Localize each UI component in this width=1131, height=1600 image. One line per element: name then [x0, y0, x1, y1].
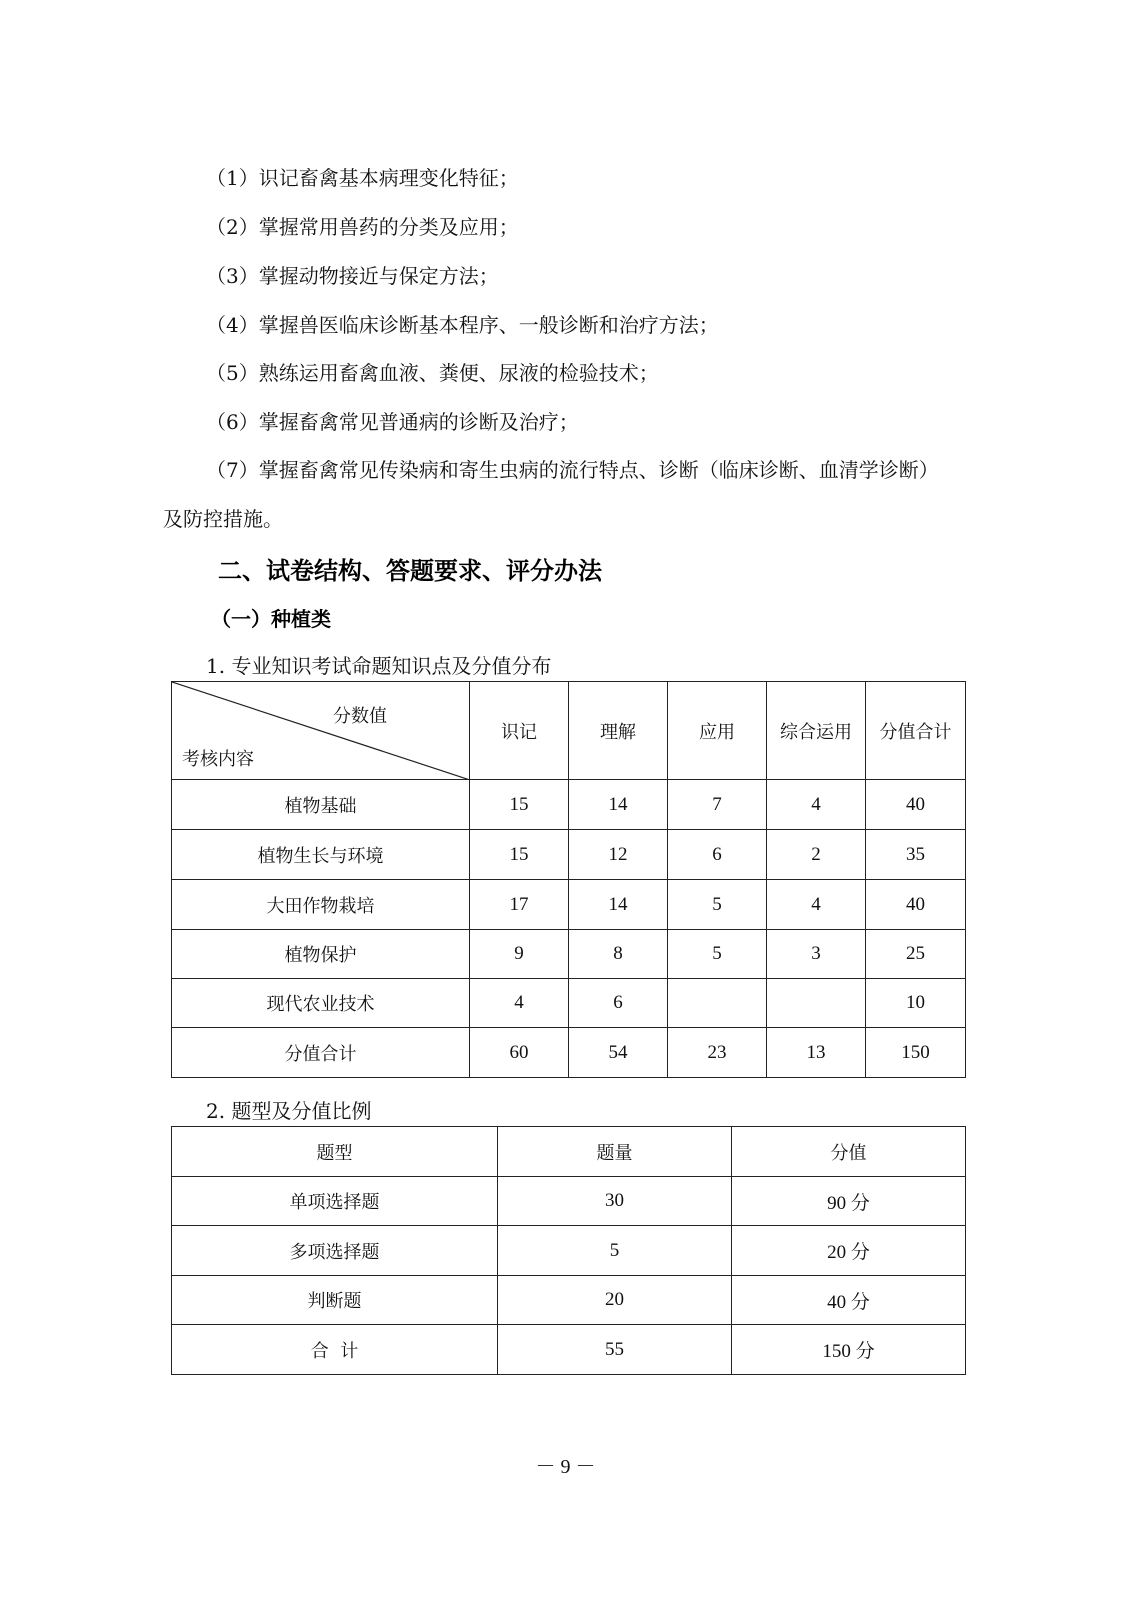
table2-header-cell: 题型 — [172, 1127, 498, 1177]
table2-caption: 2. 题型及分值比例 — [206, 1099, 372, 1123]
table1-header-cell: 理解 — [569, 682, 668, 780]
table-row — [172, 1276, 966, 1325]
table-cell: 54 — [569, 1028, 668, 1078]
table-cell: 5 — [668, 930, 767, 979]
table1-header-row — [172, 682, 966, 780]
table-cell: 6 — [668, 830, 767, 880]
table-cell — [668, 979, 767, 1028]
table-row — [172, 1226, 966, 1276]
row-label: 分值合计 — [172, 1028, 470, 1078]
table2-header-row — [172, 1127, 966, 1177]
table-cell: 4 — [767, 880, 866, 930]
table-cell: 13 — [767, 1028, 866, 1078]
table1-header-cell: 分值合计 — [866, 682, 966, 780]
table-row — [172, 979, 966, 1028]
table-cell: 150 分 — [732, 1325, 966, 1375]
subsection-heading: （一）种植类 — [211, 607, 331, 631]
table-row — [172, 780, 966, 830]
row-label: 判断题 — [172, 1276, 498, 1325]
table-cell: 5 — [668, 880, 767, 930]
table-cell: 90 分 — [732, 1177, 966, 1226]
row-label: 现代农业技术 — [172, 979, 470, 1028]
table-cell: 60 — [470, 1028, 569, 1078]
question-type-table — [171, 1126, 966, 1375]
row-label: 大田作物栽培 — [172, 880, 470, 930]
table-cell: 20 分 — [732, 1226, 966, 1276]
table1-header-cell: 识记 — [470, 682, 569, 780]
table-cell: 3 — [767, 930, 866, 979]
table-cell: 55 — [498, 1325, 732, 1375]
table-cell: 12 — [569, 830, 668, 880]
table-cell: 8 — [569, 930, 668, 979]
table-cell: 7 — [668, 780, 767, 830]
objective-7-continued: 及防控措施。 — [163, 507, 283, 531]
table-cell: 25 — [866, 930, 966, 979]
table-cell: 17 — [470, 880, 569, 930]
table-cell: 40 — [866, 780, 966, 830]
corner-label-score: 分数值 — [333, 706, 387, 727]
row-label: 植物基础 — [172, 780, 470, 830]
score-distribution-table — [171, 681, 966, 1078]
objective-2: （2）掌握常用兽药的分类及应用； — [206, 215, 519, 239]
objective-7: （7）掌握畜禽常见传染病和寄生虫病的流行特点、诊断（临床诊断、血清学诊断） — [206, 458, 939, 482]
table-cell: 150 — [866, 1028, 966, 1078]
table1-corner-cell — [172, 682, 470, 780]
table-cell: 6 — [569, 979, 668, 1028]
table1-caption: 1. 专业知识考试命题知识点及分值分布 — [206, 654, 552, 678]
objective-4: （4）掌握兽医临床诊断基本程序、一般诊断和治疗方法； — [206, 313, 719, 337]
table-cell: 2 — [767, 830, 866, 880]
row-label: 植物保护 — [172, 930, 470, 979]
section-heading: 二、试卷结构、答题要求、评分办法 — [218, 557, 602, 585]
table-cell: 15 — [470, 830, 569, 880]
table-row — [172, 830, 966, 880]
row-label: 单项选择题 — [172, 1177, 498, 1226]
table1-header-cell: 应用 — [668, 682, 767, 780]
table-cell: 40 分 — [732, 1276, 966, 1325]
table2-header-cell: 分值 — [732, 1127, 966, 1177]
table1-header-cell: 综合运用 — [767, 682, 866, 780]
table-cell: 4 — [767, 780, 866, 830]
page-number: － 9 － — [535, 1456, 596, 1478]
table-cell: 40 — [866, 880, 966, 930]
corner-label-content: 考核内容 — [182, 749, 254, 770]
objective-3: （3）掌握动物接近与保定方法； — [206, 264, 499, 288]
table-row — [172, 880, 966, 930]
table-cell: 5 — [498, 1226, 732, 1276]
objective-5: （5）熟练运用畜禽血液、粪便、尿液的检验技术； — [206, 361, 659, 385]
table-cell: 4 — [470, 979, 569, 1028]
table-row — [172, 930, 966, 979]
table-cell: 20 — [498, 1276, 732, 1325]
table-row-total — [172, 1028, 966, 1078]
table-cell: 35 — [866, 830, 966, 880]
objective-6: （6）掌握畜禽常见普通病的诊断及治疗； — [206, 410, 579, 434]
table-row-total — [172, 1325, 966, 1375]
table-cell: 14 — [569, 780, 668, 830]
table-cell: 15 — [470, 780, 569, 830]
table-cell — [767, 979, 866, 1028]
row-label: 多项选择题 — [172, 1226, 498, 1276]
table-row — [172, 1177, 966, 1226]
table-cell: 23 — [668, 1028, 767, 1078]
table2-header-cell: 题量 — [498, 1127, 732, 1177]
table-cell: 30 — [498, 1177, 732, 1226]
row-label: 植物生长与环境 — [172, 830, 470, 880]
row-label: 合 计 — [172, 1325, 498, 1375]
objective-1: （1）识记畜禽基本病理变化特征； — [206, 166, 519, 190]
table-cell: 9 — [470, 930, 569, 979]
table-cell: 10 — [866, 979, 966, 1028]
table-cell: 14 — [569, 880, 668, 930]
